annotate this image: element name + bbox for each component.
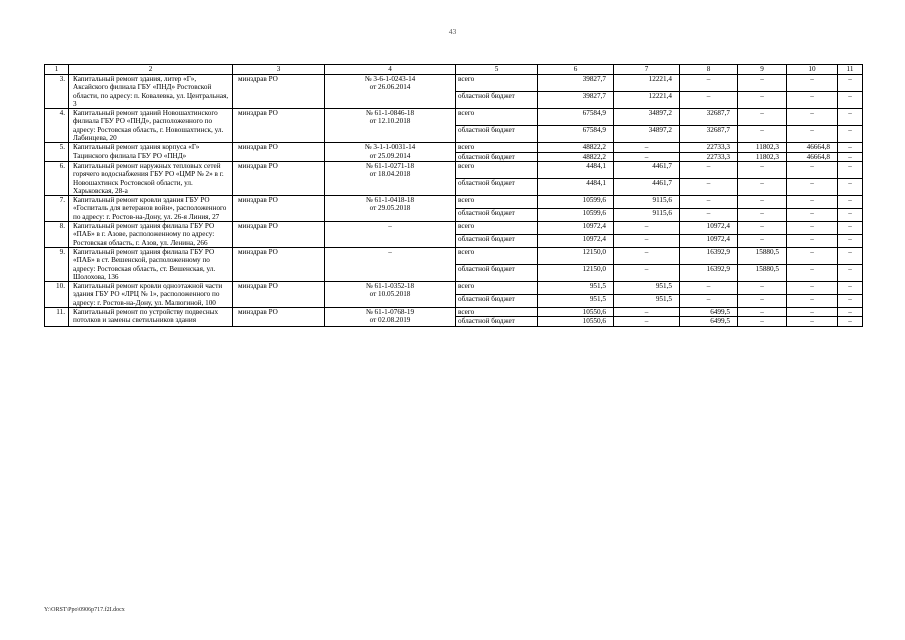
responsible-org: минздрав РО	[233, 75, 325, 109]
amount-cell-v9: –	[738, 222, 787, 235]
amount-cell-v10: –	[787, 179, 838, 196]
row-number: 4.	[45, 109, 69, 143]
funding-source: областной бюджет	[456, 179, 538, 196]
table-row	[45, 143, 863, 152]
amount-cell-v9: –	[738, 126, 787, 143]
amount-cell-v10: –	[787, 317, 838, 326]
amount-cell-v11: –	[838, 265, 863, 282]
row-number: 6.	[45, 161, 69, 195]
amount-cell-v8: –	[680, 179, 738, 196]
amount-cell-v11: –	[838, 282, 863, 295]
amount-cell-v9: –	[738, 209, 787, 222]
amount-cell-v10: –	[787, 308, 838, 317]
amount-cell-v8: 16392,9	[680, 265, 738, 282]
amount-cell-v7: –	[614, 143, 680, 152]
amount-cell-v7: 34897,2	[614, 126, 680, 143]
amount-cell-v11: –	[838, 143, 863, 152]
row-number: 10.	[45, 282, 69, 308]
amount-cell-v7: 951,5	[614, 282, 680, 295]
amount-cell-v8: –	[680, 92, 738, 109]
amount-cell-v10: 46664,8	[787, 152, 838, 161]
amount-cell-v7: –	[614, 247, 680, 264]
document-line: № 61-1-0846-18	[365, 109, 415, 118]
document-number	[325, 282, 456, 308]
amount-cell-v7: 12221,4	[614, 75, 680, 92]
budget-table	[44, 64, 863, 327]
funding-source: всего	[456, 282, 538, 295]
amount-cell-v8: 16392,9	[680, 247, 738, 264]
amount-cell-v11: –	[838, 161, 863, 178]
amount-cell-v8: –	[680, 209, 738, 222]
object-name: Капитальный ремонт здания филиала ГБУ РО «ПАБ» в г. Азове, расположенному по адресу: Ростовская область, г. Азов, ул. Ленина, 266	[69, 222, 233, 248]
table-row	[45, 282, 863, 295]
document-line: № 3-1-1-0031-14	[364, 143, 416, 152]
amount-cell-v7: –	[614, 317, 680, 326]
amount-cell-v6: 39827,7	[538, 92, 614, 109]
document-line: от 25.09.2014	[369, 151, 411, 160]
amount-cell-v10: –	[787, 209, 838, 222]
table-row	[45, 308, 863, 317]
row-number: 8.	[45, 222, 69, 248]
row-number: 7.	[45, 196, 69, 222]
responsible-org: минздрав РО	[233, 282, 325, 308]
document-line: № 61-1-0271-18	[365, 161, 415, 170]
row-number: 5.	[45, 143, 69, 162]
funding-source: всего	[456, 161, 538, 178]
responsible-org: минздрав РО	[233, 109, 325, 143]
amount-cell-v8: 10972,4	[680, 234, 738, 247]
header-cell: 10	[787, 65, 838, 75]
amount-cell-v8: 6499,5	[680, 308, 738, 317]
amount-cell-v6: 10972,4	[538, 234, 614, 247]
object-name: Капитальный ремонт по устройству подвесных потолков и замены светильников здания	[69, 308, 233, 327]
table-row	[45, 161, 863, 178]
amount-cell-v10: –	[787, 265, 838, 282]
amount-cell-v11: –	[838, 295, 863, 308]
amount-cell-v8: 32687,7	[680, 109, 738, 126]
amount-cell-v9: –	[738, 92, 787, 109]
funding-source: областной бюджет	[456, 92, 538, 109]
amount-cell-v6: 10599,6	[538, 196, 614, 209]
document-line: № 3-6-1-0243-14	[364, 75, 416, 83]
amount-cell-v11: –	[838, 196, 863, 209]
funding-source: всего	[456, 196, 538, 209]
amount-cell-v7: 4461,7	[614, 161, 680, 178]
header-cell: 9	[738, 65, 787, 75]
amount-cell-v8: –	[680, 161, 738, 178]
document-number	[325, 308, 456, 327]
amount-cell-v11: –	[838, 234, 863, 247]
document-line: от 02.08.2019	[369, 316, 411, 325]
amount-cell-v6: 10972,4	[538, 222, 614, 235]
amount-cell-v7: 9115,6	[614, 209, 680, 222]
amount-cell-v8: 22733,3	[680, 152, 738, 161]
amount-cell-v11: –	[838, 152, 863, 161]
amount-cell-v11: –	[838, 308, 863, 317]
amount-cell-v9: –	[738, 308, 787, 317]
header-cell: 11	[838, 65, 863, 75]
amount-cell-v11: –	[838, 126, 863, 143]
amount-cell-v9: –	[738, 179, 787, 196]
amount-cell-v8: –	[680, 196, 738, 209]
header-row	[45, 65, 863, 75]
amount-cell-v7: 9115,6	[614, 196, 680, 209]
amount-cell-v6: 10599,6	[538, 209, 614, 222]
amount-cell-v7: –	[614, 308, 680, 317]
amount-cell-v7: –	[614, 222, 680, 235]
table-row	[45, 247, 863, 264]
document-number	[325, 196, 456, 222]
amount-cell-v8: –	[680, 295, 738, 308]
document-number	[325, 109, 456, 143]
document-line: от 18.04.2018	[369, 170, 411, 179]
document-line: № 61-1-0768-19	[365, 308, 415, 317]
responsible-org: минздрав РО	[233, 247, 325, 281]
amount-cell-v7: –	[614, 265, 680, 282]
table-row	[45, 109, 863, 126]
amount-cell-v6: 10550,6	[538, 308, 614, 317]
table-row	[45, 222, 863, 235]
document-line: от 12.10.2018	[369, 117, 411, 126]
amount-cell-v7: 951,5	[614, 295, 680, 308]
funding-source: областной бюджет	[456, 209, 538, 222]
funding-source: областной бюджет	[456, 126, 538, 143]
amount-cell-v6: 12150,0	[538, 247, 614, 264]
amount-cell-v10: –	[787, 75, 838, 92]
header-cell: 3	[233, 65, 325, 75]
document-number	[325, 222, 456, 248]
amount-cell-v9: –	[738, 196, 787, 209]
responsible-org: минздрав РО	[233, 161, 325, 195]
document-line: от 10.05.2018	[369, 290, 411, 299]
amount-cell-v11: –	[838, 92, 863, 109]
responsible-org: минздрав РО	[233, 308, 325, 327]
amount-cell-v9: 15880,5	[738, 265, 787, 282]
document-number	[325, 143, 456, 162]
amount-cell-v11: –	[838, 222, 863, 235]
amount-cell-v6: 4484,1	[538, 161, 614, 178]
amount-cell-v9: 11802,3	[738, 143, 787, 152]
amount-cell-v8: –	[680, 75, 738, 92]
document-line: от 26.06.2014	[369, 83, 411, 92]
object-name: Капитальный ремонт наружных тепловых сетей горячего водоснабжения ГБУ РО «ЦМР № 2» в г. Новошахтинск Ростовской области, ул. Харьковская, 28-а	[69, 161, 233, 195]
amount-cell-v9: –	[738, 109, 787, 126]
amount-cell-v8: –	[680, 282, 738, 295]
amount-cell-v11: –	[838, 179, 863, 196]
amount-cell-v8: 6499,5	[680, 317, 738, 326]
amount-cell-v9: –	[738, 317, 787, 326]
amount-cell-v11: –	[838, 75, 863, 92]
responsible-org: минздрав РО	[233, 196, 325, 222]
responsible-org: минздрав РО	[233, 143, 325, 162]
document-line: № 61-1-0418-18	[365, 196, 415, 205]
amount-cell-v6: 12150,0	[538, 265, 614, 282]
funding-source: областной бюджет	[456, 295, 538, 308]
amount-cell-v11: –	[838, 109, 863, 126]
document-line: –	[388, 222, 392, 231]
amount-cell-v10: –	[787, 222, 838, 235]
funding-source: всего	[456, 75, 538, 92]
amount-cell-v9: –	[738, 295, 787, 308]
amount-cell-v7: 4461,7	[614, 179, 680, 196]
amount-cell-v8: 10972,4	[680, 222, 738, 235]
object-name: Капитальный ремонт кровли одноэтажной части здания ГБУ РО «ЛРЦ № 1», расположенного по адресу: г. Ростов-на-Дону, ул. Малюгиной, 100	[69, 282, 233, 308]
document-line: –	[388, 247, 392, 256]
amount-cell-v9: 15880,5	[738, 247, 787, 264]
funding-source: всего	[456, 222, 538, 235]
amount-cell-v9: –	[738, 282, 787, 295]
amount-cell-v6: 4484,1	[538, 179, 614, 196]
amount-cell-v10: –	[787, 92, 838, 109]
funding-source: областной бюджет	[456, 152, 538, 161]
amount-cell-v10: –	[787, 234, 838, 247]
amount-cell-v9: –	[738, 75, 787, 92]
amount-cell-v11: –	[838, 317, 863, 326]
header-cell: 2	[69, 65, 233, 75]
table-row	[45, 75, 863, 92]
amount-cell-v10: –	[787, 161, 838, 178]
header-cell: 8	[680, 65, 738, 75]
funding-source: областной бюджет	[456, 234, 538, 247]
amount-cell-v6: 48822,2	[538, 143, 614, 152]
amount-cell-v9: 11802,3	[738, 152, 787, 161]
header-cell: 7	[614, 65, 680, 75]
amount-cell-v10: –	[787, 295, 838, 308]
amount-cell-v10: –	[787, 109, 838, 126]
page-number: 43	[448, 27, 457, 36]
amount-cell-v7: 34897,2	[614, 109, 680, 126]
object-name: Капитальный ремонт зданий Новошахтинского филиала ГБУ РО «ПНД», расположенного по адресу: Ростовская область, г. Новошахтинск, ул. Лабинцева, 20	[69, 109, 233, 143]
document-line: № 61-1-0352-18	[365, 282, 415, 291]
amount-cell-v7: 12221,4	[614, 92, 680, 109]
amount-cell-v7: –	[614, 234, 680, 247]
document-number	[325, 75, 456, 109]
funding-source: всего	[456, 308, 538, 317]
responsible-org: минздрав РО	[233, 222, 325, 248]
amount-cell-v9: –	[738, 234, 787, 247]
header-cell: 1	[45, 65, 69, 75]
amount-cell-v6: 67584,9	[538, 126, 614, 143]
object-name: Капитальный ремонт здания корпуса «Г» Тацинского филиала ГБУ РО «ПНД»	[69, 143, 233, 162]
row-number: 9.	[45, 247, 69, 281]
amount-cell-v10: –	[787, 247, 838, 264]
amount-cell-v9: –	[738, 161, 787, 178]
amount-cell-v10: –	[787, 282, 838, 295]
header-cell: 6	[538, 65, 614, 75]
document-number	[325, 161, 456, 195]
funding-source: областной бюджет	[456, 265, 538, 282]
amount-cell-v10: –	[787, 126, 838, 143]
amount-cell-v6: 10550,6	[538, 317, 614, 326]
row-number: 3.	[45, 75, 69, 109]
amount-cell-v8: 22733,3	[680, 143, 738, 152]
amount-cell-v10: 46664,8	[787, 143, 838, 152]
document-line: от 29.05.2018	[369, 204, 411, 213]
row-number: 11.	[45, 308, 69, 327]
funding-source: всего	[456, 143, 538, 152]
amount-cell-v8: 32687,7	[680, 126, 738, 143]
amount-cell-v6: 67584,9	[538, 109, 614, 126]
funding-source: всего	[456, 247, 538, 264]
amount-cell-v6: 48822,2	[538, 152, 614, 161]
object-name: Капитальный ремонт здания филиала ГБУ РО «ПАБ» в ст. Вешенской, расположенному по адресу: Ростовская область, ст. Вешенская, ул. Шолохова, 136	[69, 247, 233, 281]
funding-source: всего	[456, 109, 538, 126]
header-cell: 5	[456, 65, 538, 75]
document-number	[325, 247, 456, 281]
funding-source: областной бюджет	[456, 317, 538, 326]
amount-cell-v6: 39827,7	[538, 75, 614, 92]
amount-cell-v10: –	[787, 196, 838, 209]
object-name: Капитальный ремонт здания, литер «Г», Аксайского филиала ГБУ «ПНД» Ростовской области, по адресу: п. Ковалевка, ул. Центральная, 3	[69, 75, 233, 109]
file-path-footer: Y:\ORST\Ppo\0906p717.f2I.docx	[44, 607, 125, 613]
amount-cell-v7: –	[614, 152, 680, 161]
amount-cell-v11: –	[838, 247, 863, 264]
object-name: Капитальный ремонт кровли здания ГБУ РО «Госпиталь для ветеранов войн», расположенного по адресу: г. Ростов-на-Дону, ул. 26-я Линия, 27	[69, 196, 233, 222]
header-cell: 4	[325, 65, 456, 75]
amount-cell-v6: 951,5	[538, 282, 614, 295]
amount-cell-v6: 951,5	[538, 295, 614, 308]
table-row	[45, 196, 863, 209]
amount-cell-v11: –	[838, 209, 863, 222]
